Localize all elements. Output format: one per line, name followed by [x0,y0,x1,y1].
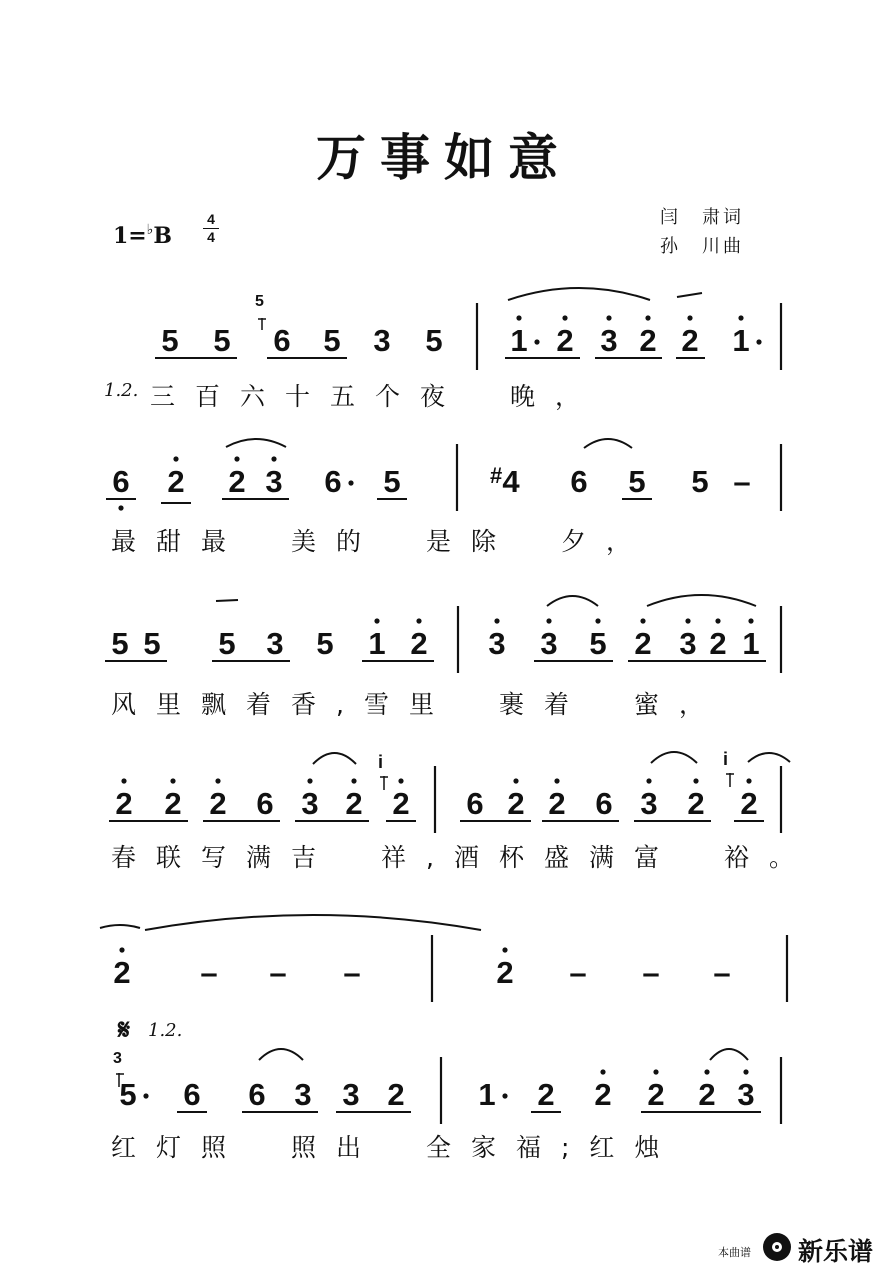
jianpu-note: 1 [742,626,760,661]
jianpu-note: 5 [383,464,401,499]
jianpu-note: 2 [698,1077,716,1112]
high-octave-dot [685,618,690,623]
jianpu-note: 6 [595,786,613,821]
lyric-line: 最甜最 美的 是除 夕， [111,527,652,556]
jianpu-note: 5 [589,626,607,661]
jianpu-note: 2 [209,786,227,821]
disc-icon [762,1232,792,1262]
slur [313,753,356,764]
jianpu-note: 2 [392,786,410,821]
jianpu-note: 2 [647,1077,665,1112]
high-octave-dot [121,778,126,783]
jianpu-note: 1 [478,1077,496,1112]
high-octave-dot [562,315,567,320]
high-octave-dot [646,778,651,783]
augmentation-dot [502,1093,507,1098]
jianpu-note: – [569,955,587,990]
jianpu-note: 2 [167,464,185,499]
high-octave-dot [704,1069,709,1074]
jianpu-note: 5 [425,323,443,358]
high-octave-dot [738,315,743,320]
meter-top: 4 [207,211,215,227]
augmentation-dot [756,339,761,344]
jianpu-note: 2 [687,786,705,821]
slur [584,439,632,448]
jianpu-note: – [269,955,287,990]
jianpu-note: 3 [737,1077,755,1112]
high-octave-dot [173,456,178,461]
jianpu-note: 2 [228,464,246,499]
tie-arc [145,915,481,930]
jianpu-note: 1 [368,626,386,661]
high-octave-dot [170,778,175,783]
high-octave-dot [351,778,356,783]
high-octave-dot [215,778,220,783]
high-octave-dot [502,947,507,952]
slur [547,596,598,606]
jianpu-note: 2 [740,786,758,821]
jianpu-note: – [733,464,751,499]
jianpu-note: 5 [111,626,129,661]
jianpu-note: 6 [248,1077,266,1112]
high-octave-dot [234,456,239,461]
high-octave-dot [374,618,379,623]
jianpu-note: 3 [540,626,558,661]
verse-number: 1.2. [104,380,139,401]
jianpu-note: 2 [556,323,574,358]
jianpu-note: 2 [345,786,363,821]
high-octave-dot [640,618,645,623]
high-octave-dot [416,618,421,623]
jianpu-note: 3 [294,1077,312,1112]
tie-arc [508,288,650,300]
jianpu-note: 4 [502,464,520,499]
jianpu-note: 6 [570,464,588,499]
high-octave-dot [494,618,499,623]
high-octave-dot [600,1069,605,1074]
jianpu-note: 6 [466,786,484,821]
jianpu-note: 2 [164,786,182,821]
jianpu-note: 2 [496,955,514,990]
jianpu-note: 5 [691,464,709,499]
high-octave-dot [606,315,611,320]
jianpu-note: 2 [537,1077,555,1112]
jianpu-note: 6 [112,464,130,499]
jianpu-note: 2 [709,626,727,661]
high-octave-dot [653,1069,658,1074]
high-octave-dot [271,456,276,461]
high-octave-dot [746,778,751,783]
mordent-mark [677,293,702,297]
jianpu-note: 1 [732,323,750,358]
jianpu-note: 3 [640,786,658,821]
jianpu-note: – [200,955,218,990]
logo-caption: 本曲谱 [718,1246,751,1259]
grace-note: i [378,752,384,772]
song-title: 万事如意 [316,128,572,187]
jianpu-note: 5 [119,1077,137,1112]
high-octave-dot [687,315,692,320]
jianpu-note: 5 [143,626,161,661]
high-octave-dot [715,618,720,623]
tie-continuation [100,925,140,928]
slur [259,1049,303,1060]
lyricist-credit: 闫 肃词 [660,207,744,228]
slur [710,1049,748,1060]
high-octave-dot [645,315,650,320]
logo-name: 新乐谱 [798,1237,874,1266]
lyric-line: 三百六十五个夜 晚， [150,382,601,411]
jianpu-note: 5 [161,323,179,358]
jianpu-note: 2 [594,1077,612,1112]
high-octave-dot [748,618,753,623]
slur [651,752,697,763]
high-octave-dot [743,1069,748,1074]
lyric-line: 春联写满吉 祥,酒杯盛满富 裕。 [111,843,814,872]
jianpu-note: 2 [113,955,131,990]
jianpu-note: 5 [628,464,646,499]
slur [226,439,286,447]
jianpu-note: 3 [600,323,618,358]
jianpu-note: 3 [373,323,391,358]
jianpu-note: – [713,955,731,990]
augmentation-dot [143,1093,148,1098]
high-octave-dot [516,315,521,320]
jianpu-note: 5 [316,626,334,661]
jianpu-note: 6 [183,1077,201,1112]
augmentation-dot [534,339,539,344]
high-octave-dot [554,778,559,783]
jianpu-note: 5 [218,626,236,661]
jianpu-note: 3 [265,464,283,499]
jianpu-note: 2 [115,786,133,821]
jianpu-note: 6 [273,323,291,358]
jianpu-note: 3 [266,626,284,661]
jianpu-note: 5 [323,323,341,358]
slur [748,753,790,762]
jianpu-note: – [642,955,660,990]
high-octave-dot [119,947,124,952]
segno-sign: 𝄋 [118,1014,131,1045]
grace-note: 5 [255,293,264,310]
high-octave-dot [398,778,403,783]
jianpu-note: 6 [324,464,342,499]
sharp-sign: # [490,463,503,488]
grace-note: i [723,749,729,769]
verse-number: 1.2. [148,1020,183,1041]
meter-bottom: 4 [203,228,219,246]
jianpu-note: 2 [410,626,428,661]
slur [647,595,756,606]
jianpu-note: 2 [681,323,699,358]
high-octave-dot [595,618,600,623]
jianpu-note: 2 [548,786,566,821]
jianpu-note: 2 [507,786,525,821]
key-prefix: 1= [113,223,147,249]
high-octave-dot [693,778,698,783]
grace-note: 3 [113,1050,122,1067]
lyric-line: 风里飘着香,雪里 裹着 蜜， [111,690,724,719]
lyric-line: 红灯照 照出 全家福;红烛 [111,1133,680,1162]
composer-credit: 孙 川曲 [660,236,744,257]
jianpu-note: 2 [634,626,652,661]
jianpu-note: 2 [387,1077,405,1112]
mordent-mark [216,600,238,601]
jianpu-note: 3 [301,786,319,821]
high-octave-dot [513,778,518,783]
jianpu-note: 6 [256,786,274,821]
jianpu-note: – [343,955,361,990]
flat-sign: ♭ [146,222,154,238]
jianpu-note: 2 [639,323,657,358]
jianpu-note: 3 [342,1077,360,1112]
jianpu-note: 1 [510,323,528,358]
augmentation-dot [348,480,353,485]
high-octave-dot [307,778,312,783]
low-octave-dot [118,505,123,510]
jianpu-note: 5 [213,323,231,358]
jianpu-note: 3 [679,626,697,661]
jianpu-note: 3 [488,626,506,661]
key-note: B [153,223,172,249]
high-octave-dot [546,618,551,623]
